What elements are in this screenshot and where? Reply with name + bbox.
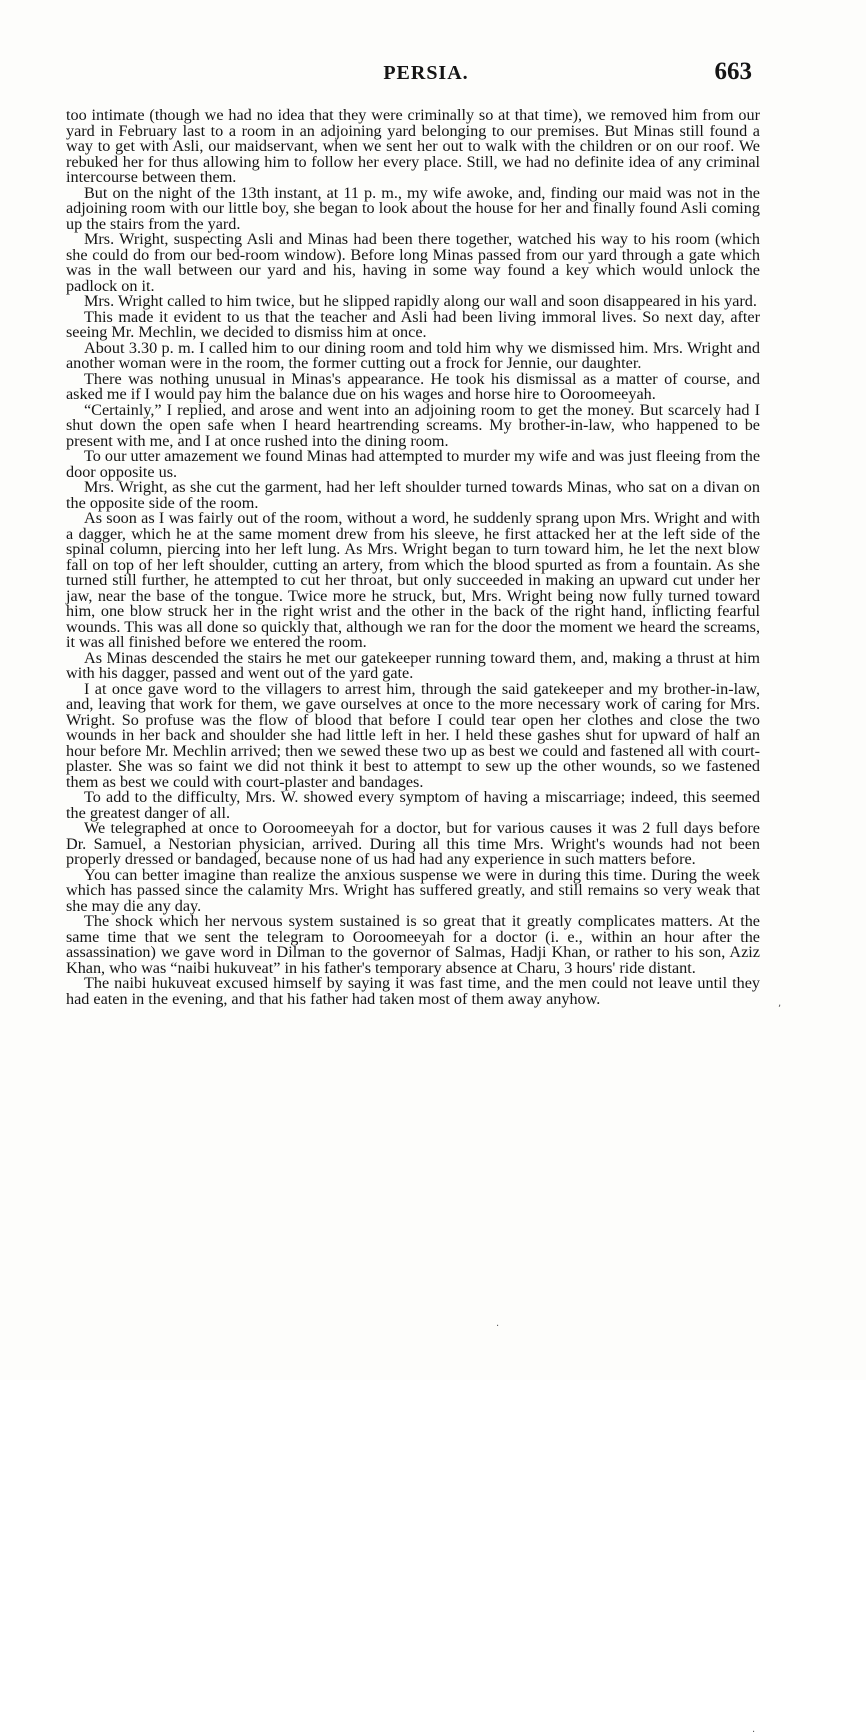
paragraph-9: To our utter amazement we found Minas had attempted to murder my wife and was just fleeing from the door opposite us. <box>66 447 760 481</box>
paragraph-10: Mrs. Wright, as she cut the garment, had her left shoulder turned towards Minas, who sat on a divan on the opposite side of the room. <box>66 478 760 512</box>
body-text <box>66 108 760 1007</box>
paragraph-2: But on the night of the 13th instant, at 11 p. m., my wife awoke, and, finding our maid was not in the adjoining room with our little boy, she began to look about the house for her and finally found Asli coming up the stairs from the yard. <box>66 183 760 233</box>
paragraph-8: “Certainly,” I replied, and arose and went into an adjoining room to get the money. But scarcely had I shut down the open safe when I heard heartrending screams. My brother-in-law, who happened to be present with me, and I at once rushed into the dining room. <box>66 400 760 450</box>
paragraph-15: We telegraphed at once to Ooroomeeyah for a doctor, but for various causes it was 2 full days before Dr. Samuel, a Nestorian physician, arrived. During all this time Mrs. Wright's wounds had not been properly dressed or bandaged, because none of us had had any experience in such matters before. <box>66 819 760 868</box>
paragraph-18: The naibi hukuveat excused himself by saying it was fast time, and the men could not leave until they had eaten in the evening, and that his father had taken most of them away anyhow. <box>66 974 760 1008</box>
scan-speck: . <box>752 1724 756 1735</box>
running-title: PERSIA. <box>383 62 469 84</box>
paragraph-13: I at once gave word to the villagers to arrest him, through the said gatekeeper and my brother-in-law, and, leaving that work for them, we gave ourselves at once to the more necessary work of caring for Mrs. Wright. So profuse was the flow of blood that before I could tear open her clothes and close the two wounds in her back and shoulder she had little left in her. I held these gashes shut for upward of half an hour before Mr. Mechlin arrived; then we sewed these two up as best we could and fastened all with court-plaster. She was so faint we did not think it best to attempt to sew up the other wounds, so we fastened them as best we could with court-plaster and bandages. <box>66 679 760 791</box>
paragraph-14: To add to the difficulty, Mrs. W. showed every symptom of having a miscarriage; indeed, this seemed the greatest danger of all. <box>66 788 760 822</box>
paragraph-3: Mrs. Wright, suspecting Asli and Minas had been there together, watched his way to his room (which she could do from our bed-room window). Before long Minas passed from our yard through a gate which was in the wall between our yard and his, having in some way found a key which would unlock the padlock on it. <box>66 230 760 295</box>
paragraph-6: About 3.30 p. m. I called him to our dining room and told him why we dismissed him. Mrs. Wright and another woman were in the room, the former cutting out a frock for Jennie, our daughter. <box>66 338 760 372</box>
paragraph-5: This made it evident to us that the teacher and Asli had been living immoral lives. So next day, after seeing Mr. Mechlin, we decided to dismiss him at once. <box>66 307 760 341</box>
paragraph-16: You can better imagine than realize the anxious suspense we were in during this time. During the week which has passed since the calamity Mrs. Wright has suffered greatly, and still remains so very weak that she may die any day. <box>66 865 760 915</box>
paragraph-1: too intimate (though we had no idea that they were criminally so at that time), we removed him from our yard in February last to a room in an adjoining yard belonging to our premises. But Minas still found a way to get with Asli, our maidservant, when we sent her out to walk with the children or on our roof. We rebuked her for thus allowing him to follow her every place. Still, we had no definite idea of any criminal intercourse between them. <box>66 106 760 186</box>
paragraph-12: As Minas descended the stairs he met our gatekeeper running toward them, and, making a thrust at him with his dagger, passed and went out of the yard gate. <box>66 648 760 682</box>
paragraph-7: There was nothing unusual in Minas's appearance. He took his dismissal as a matter of course, and asked me if I would pay him the balance due on his wages and horse hire to Ooroomeeyah. <box>66 369 760 403</box>
page-number: 663 <box>714 58 752 85</box>
paragraph-4: Mrs. Wright called to him twice, but he slipped rapidly along our wall and soon disappeared in his yard. <box>84 292 757 310</box>
scan-speck: . <box>496 1318 500 1329</box>
paragraph-11: As soon as I was fairly out of the room, without a word, he suddenly sprang upon Mrs. Wright and with a dagger, which he at the same moment drew from his sleeve, he first attacked her at the left side of the spinal column, piercing into her left lung. As Mrs. Wright began to turn toward him, he let the next blow fall on top of her left shoulder, cutting an artery, from which the blood spurted as from a fountain. As she turned still further, he attempted to cut her throat, but only succeeded in making an upward cut under her jaw, near the base of the tongue. Twice more he struck, but, Mrs. Wright being now fully turned toward him, one blow struck her in the right wrist and the other in the back of the right hand, inflicting fearful wounds. This was all done so quickly that, although we ran for the door the moment we heard the screams, it was all finished before we entered the room. <box>66 509 760 651</box>
paragraph-17: The shock which her nervous system sustained is so great that it greatly complicates matters. At the same time that we sent the telegram to Ooroomeeyah for a doctor (i. e., within an hour after the assassination) we gave word in Dilman to the governor of Salmas, Hadji Khan, or rather to his son, Aziz Khan, who was “naibi hukuveat” in his father's temporary absence at Charu, 3 hours' ride distant. <box>66 912 760 977</box>
scan-speck: , <box>778 998 782 1009</box>
page-header <box>66 58 766 90</box>
